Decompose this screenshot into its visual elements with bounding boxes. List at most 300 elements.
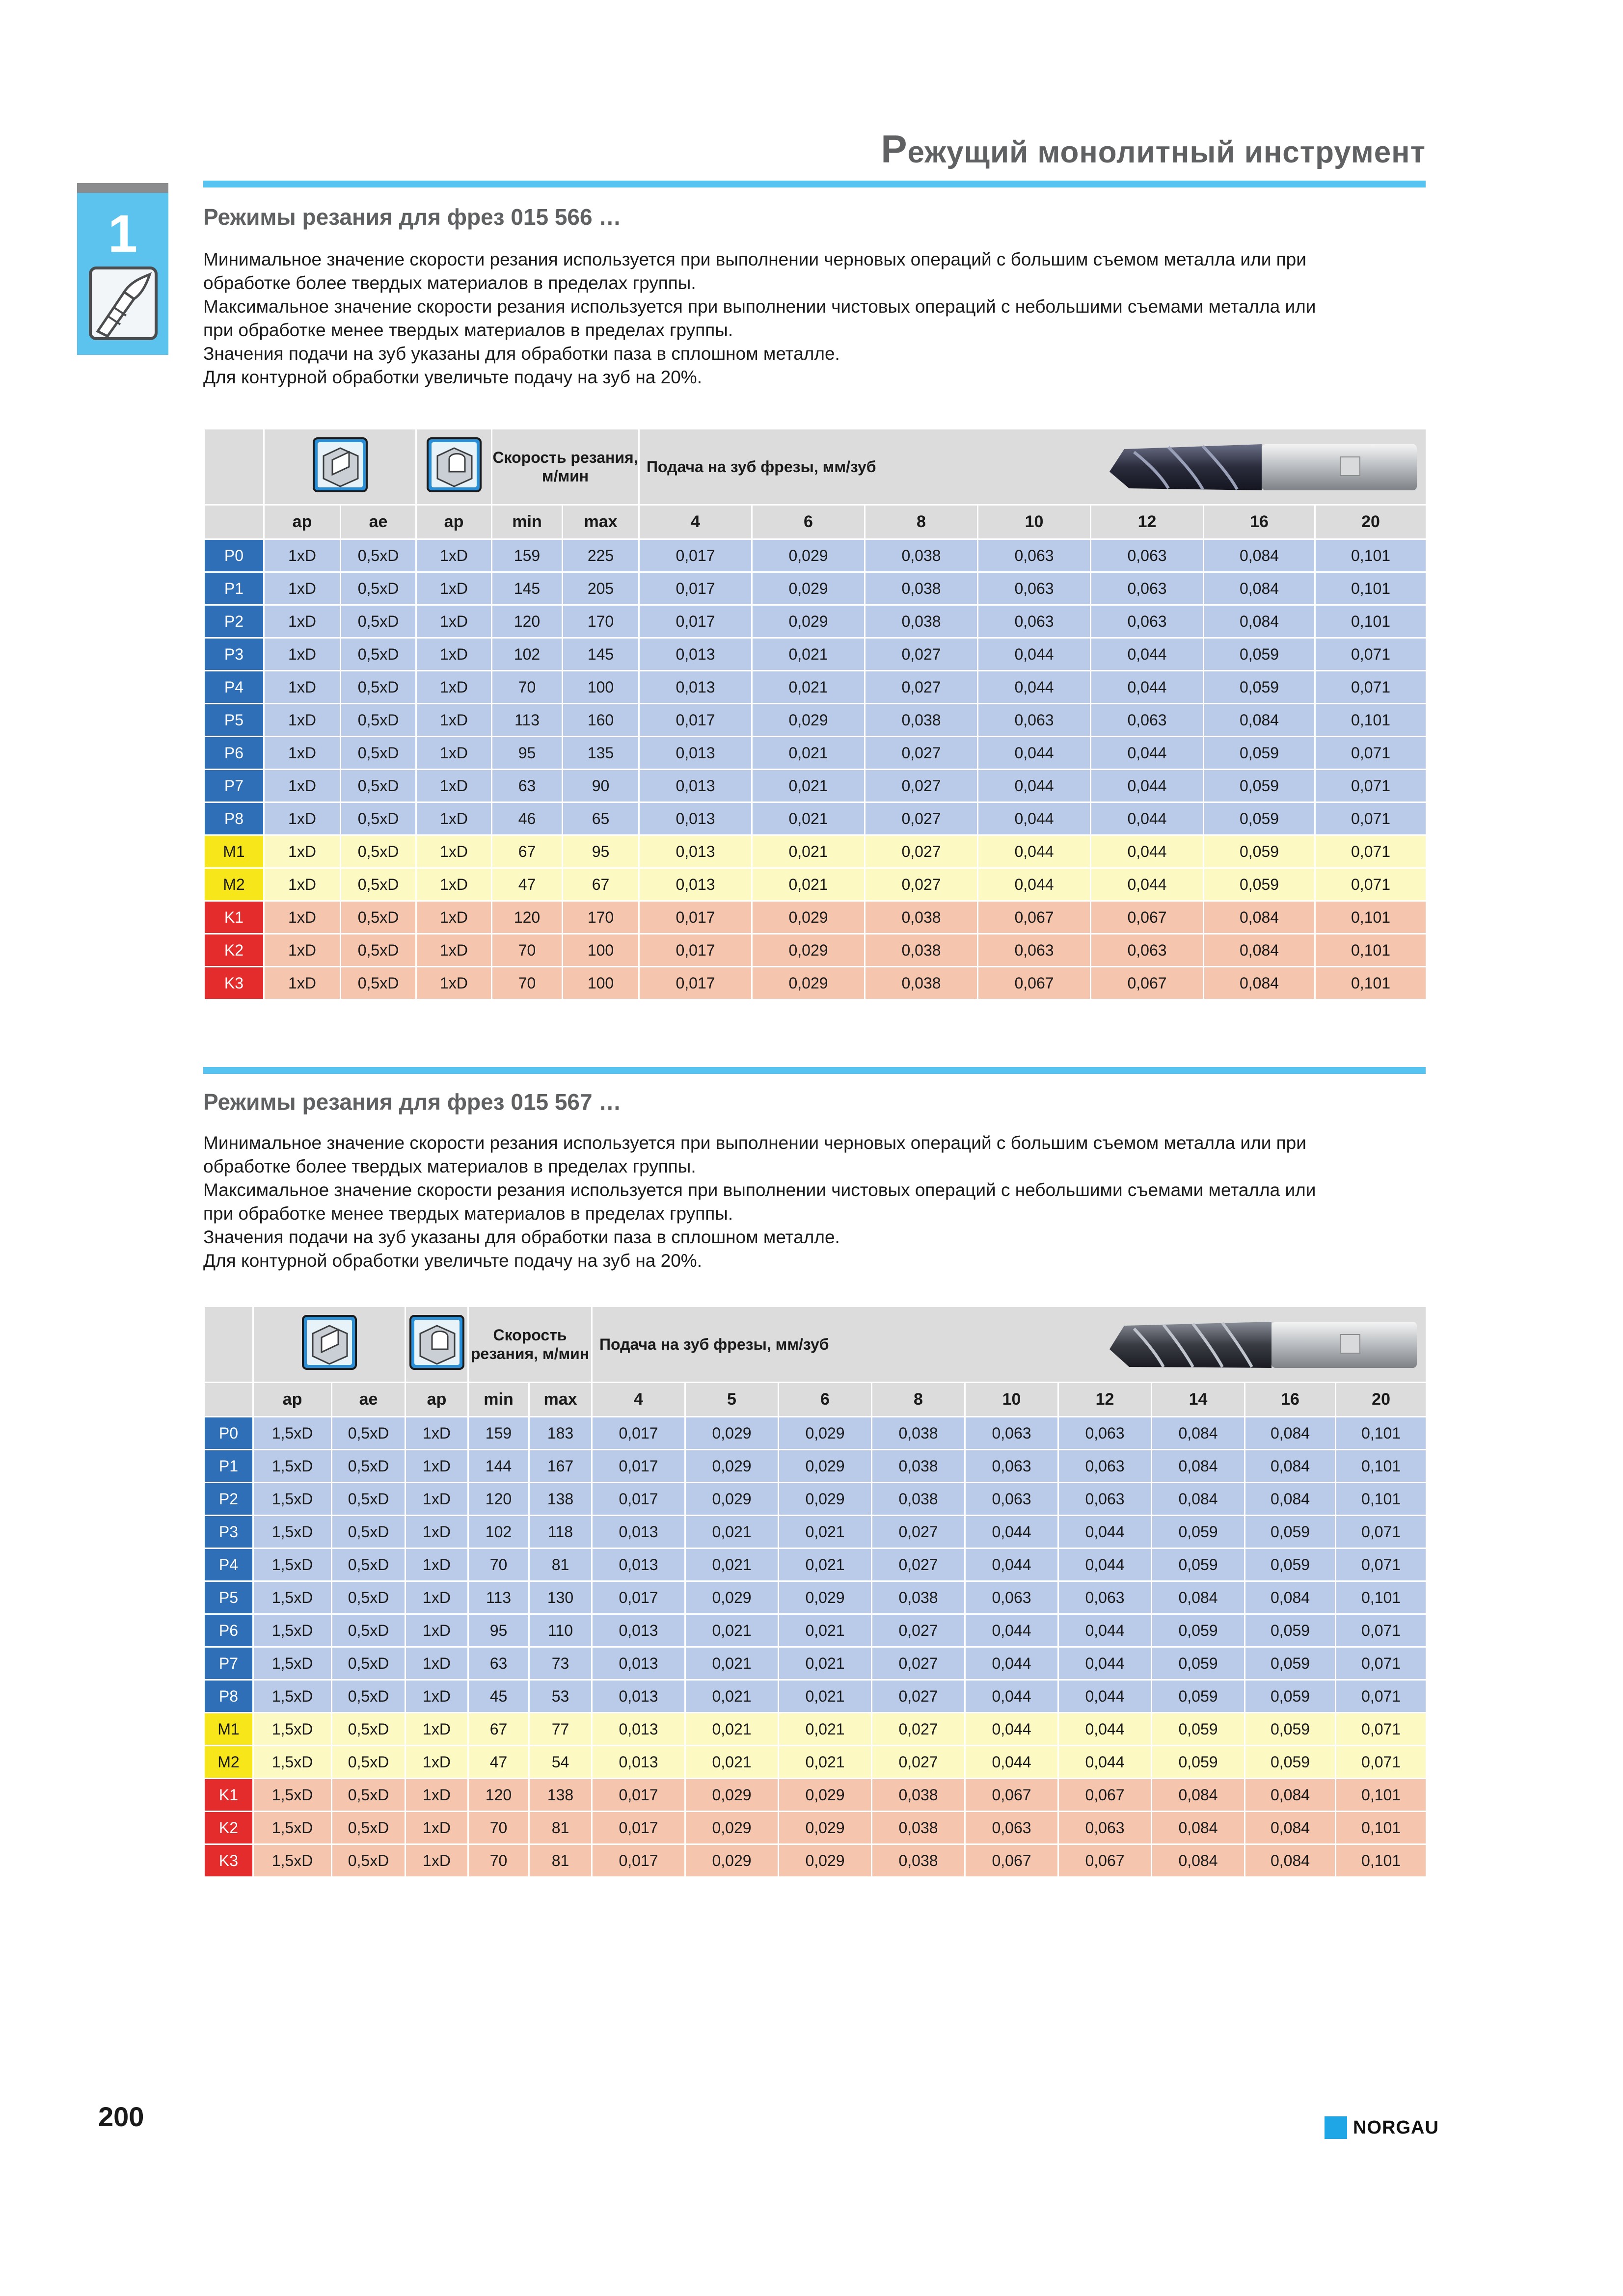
column-header: ae xyxy=(341,505,416,539)
table-cell: 0,044 xyxy=(965,1548,1058,1581)
table-cell: 0,071 xyxy=(1315,868,1427,901)
side-milling-icon-cell xyxy=(406,1307,468,1383)
section-title-1: Режимы резания для фрез 015 566 … xyxy=(203,204,622,230)
table-cell: 1xD xyxy=(406,1548,468,1581)
table-cell: 70 xyxy=(492,934,563,967)
table-row xyxy=(204,671,1427,704)
table-cell: 1xD xyxy=(264,572,341,605)
table-row xyxy=(204,1516,1427,1548)
table-row xyxy=(204,1713,1427,1746)
table-row xyxy=(204,638,1427,671)
table-cell: 0,013 xyxy=(592,1614,685,1647)
table-cell: 0,067 xyxy=(1058,1844,1152,1877)
section-title-2: Режимы резания для фрез 015 567 … xyxy=(203,1089,622,1115)
table-cell: 0,5xD xyxy=(332,1417,406,1450)
table-row xyxy=(204,1746,1427,1779)
table-cell: 0,038 xyxy=(865,934,978,967)
table-cell: 1xD xyxy=(416,671,492,704)
table-cell: 0,5xD xyxy=(332,1713,406,1746)
table-cell: 1xD xyxy=(416,638,492,671)
table-cell: 0,101 xyxy=(1336,1779,1427,1812)
column-header: ap xyxy=(264,505,341,539)
table-cell: 0,084 xyxy=(1204,934,1315,967)
table-cell: 0,059 xyxy=(1152,1614,1245,1647)
material-group-badge: K3 xyxy=(204,1844,253,1877)
table-cell: 0,059 xyxy=(1152,1746,1245,1779)
table-cell: 95 xyxy=(563,835,639,868)
table-cell: 1,5xD xyxy=(253,1812,332,1844)
table-cell: 0,063 xyxy=(978,605,1091,638)
table-cell: 159 xyxy=(468,1417,529,1450)
column-header: 20 xyxy=(1336,1383,1427,1417)
table-cell: 65 xyxy=(563,802,639,835)
table-cell: 0,067 xyxy=(1091,901,1204,934)
table-cell: 0,063 xyxy=(965,1581,1058,1614)
table-cell: 54 xyxy=(529,1746,592,1779)
table-cell: 225 xyxy=(563,539,639,572)
table-cell: 0,027 xyxy=(872,1647,965,1680)
table-cell: 1,5xD xyxy=(253,1844,332,1877)
brand-name: NORGAU xyxy=(1353,2117,1439,2138)
table-cell: 1xD xyxy=(406,1516,468,1548)
table-cell: 0,038 xyxy=(872,1483,965,1516)
table-cell: 0,063 xyxy=(965,1417,1058,1450)
table-cell: 1,5xD xyxy=(253,1450,332,1483)
table-cell: 0,029 xyxy=(779,1844,872,1877)
table-body-1 xyxy=(204,539,1427,1000)
table-cell: 0,084 xyxy=(1152,1483,1245,1516)
table-cell: 0,029 xyxy=(685,1812,779,1844)
table-cell: 159 xyxy=(492,539,563,572)
table-cell: 0,084 xyxy=(1152,1844,1245,1877)
table-cell: 0,021 xyxy=(752,671,865,704)
table-cell: 1xD xyxy=(416,704,492,737)
table-cell: 0,071 xyxy=(1336,1516,1427,1548)
table-cell: 0,021 xyxy=(685,1746,779,1779)
column-header: min xyxy=(492,505,563,539)
table-cell: 1xD xyxy=(264,868,341,901)
table-cell: 0,021 xyxy=(685,1614,779,1647)
table-row xyxy=(204,1581,1427,1614)
table-cell: 0,084 xyxy=(1152,1779,1245,1812)
table-cell: 0,029 xyxy=(752,572,865,605)
table-cell: 1xD xyxy=(416,802,492,835)
table-cell: 1xD xyxy=(416,737,492,770)
table-cell: 110 xyxy=(529,1614,592,1647)
table-cell: 0,021 xyxy=(752,802,865,835)
material-group-badge: P2 xyxy=(204,1483,253,1516)
table-cell: 0,5xD xyxy=(341,835,416,868)
table-cell: 63 xyxy=(468,1647,529,1680)
column-header: max xyxy=(529,1383,592,1417)
table-cell: 0,027 xyxy=(872,1516,965,1548)
table-cell: 0,101 xyxy=(1336,1417,1427,1450)
table-cell: 67 xyxy=(468,1713,529,1746)
table-cell: 1xD xyxy=(406,1614,468,1647)
chapter-number: 1 xyxy=(108,204,138,263)
table-cell: 0,071 xyxy=(1315,671,1427,704)
table-cell: 0,084 xyxy=(1245,1450,1336,1483)
table-cell: 0,021 xyxy=(752,868,865,901)
table-cell: 0,059 xyxy=(1204,868,1315,901)
table-cell: 0,5xD xyxy=(341,572,416,605)
table-cell: 0,059 xyxy=(1245,1647,1336,1680)
table-cell: 0,044 xyxy=(1058,1548,1152,1581)
material-group-badge: P2 xyxy=(204,605,264,638)
table-cell: 0,021 xyxy=(779,1746,872,1779)
table-cell: 113 xyxy=(468,1581,529,1614)
table-cell: 0,084 xyxy=(1245,1483,1336,1516)
side-milling-icon xyxy=(409,1315,464,1370)
column-header: 14 xyxy=(1152,1383,1245,1417)
table-cell: 0,101 xyxy=(1336,1844,1427,1877)
table-cell: 0,067 xyxy=(978,901,1091,934)
table-cell: 0,038 xyxy=(872,1450,965,1483)
material-group-badge: K2 xyxy=(204,934,264,967)
section-description-2: Минимальное значение скорости резания используется при выполнении черновых операций с большим съемом металла или при обработке более твердых материалов в пределах группы. Максимальное значение скорости резания используется при выполнении чистовых операций с небольшими съемами металла или при обработке менее твердых материалов в пределах группы. Значения подачи на зуб указаны для обработки паза в сплошном металле. Для контурной обработки увеличьте подачу на зуб на 20%. xyxy=(203,1133,1316,1271)
table-cell: 0,071 xyxy=(1336,1548,1427,1581)
table-cell: 0,013 xyxy=(592,1713,685,1746)
table-cell: 0,027 xyxy=(872,1746,965,1779)
table-cell: 100 xyxy=(563,671,639,704)
header-rule xyxy=(203,181,1426,187)
table-cell: 120 xyxy=(468,1483,529,1516)
drill-icon xyxy=(89,267,158,340)
table-cell: 0,044 xyxy=(1091,671,1204,704)
table-cell: 144 xyxy=(468,1450,529,1483)
table-cell: 0,044 xyxy=(1058,1516,1152,1548)
table-cell: 0,071 xyxy=(1315,835,1427,868)
table-row xyxy=(204,934,1427,967)
table-cell: 0,027 xyxy=(865,868,978,901)
column-header: ap xyxy=(416,505,492,539)
material-group-badge: P4 xyxy=(204,1548,253,1581)
table-cell: 0,017 xyxy=(639,572,752,605)
table-cell: 0,101 xyxy=(1315,539,1427,572)
material-group-badge: K2 xyxy=(204,1812,253,1844)
cutting-data-table-1 xyxy=(203,428,1426,1000)
table-row xyxy=(204,1483,1427,1516)
table-cell: 1xD xyxy=(416,539,492,572)
page-header-title: Режущий монолитный инструмент xyxy=(881,127,1426,171)
table-cell: 0,044 xyxy=(1058,1680,1152,1713)
table-cell: 0,101 xyxy=(1336,1450,1427,1483)
table-cell: 0,017 xyxy=(639,901,752,934)
table-cell: 0,027 xyxy=(872,1713,965,1746)
table-cell: 0,5xD xyxy=(332,1844,406,1877)
table-cell: 0,5xD xyxy=(341,770,416,802)
table-cell: 0,038 xyxy=(872,1581,965,1614)
table-cell: 0,044 xyxy=(1058,1647,1152,1680)
table-cell: 0,084 xyxy=(1245,1812,1336,1844)
table-row xyxy=(204,770,1427,802)
table-cell: 0,044 xyxy=(1091,770,1204,802)
table-cell: 0,059 xyxy=(1152,1548,1245,1581)
table-cell: 1,5xD xyxy=(253,1680,332,1713)
column-header: 12 xyxy=(1058,1383,1152,1417)
chapter-tab xyxy=(77,183,168,355)
table-cell: 0,029 xyxy=(752,539,865,572)
table-cell: 0,013 xyxy=(639,802,752,835)
material-group-badge: P1 xyxy=(204,572,264,605)
table-cell: 0,071 xyxy=(1336,1746,1427,1779)
table-cell: 120 xyxy=(492,605,563,638)
table-cell: 1xD xyxy=(264,737,341,770)
table-cell: 0,044 xyxy=(1058,1713,1152,1746)
table-cell: 0,059 xyxy=(1204,671,1315,704)
table-cell: 0,027 xyxy=(865,638,978,671)
table-cell: 0,084 xyxy=(1245,1417,1336,1450)
table-cell: 1xD xyxy=(406,1779,468,1812)
table-cell: 120 xyxy=(492,901,563,934)
table-cell: 170 xyxy=(563,605,639,638)
material-group-badge: P7 xyxy=(204,1647,253,1680)
table-cell: 0,101 xyxy=(1315,605,1427,638)
column-header: 4 xyxy=(592,1383,685,1417)
table-cell: 160 xyxy=(563,704,639,737)
table-cell: 0,059 xyxy=(1152,1647,1245,1680)
table-row xyxy=(204,1417,1427,1450)
table-body-2 xyxy=(204,1417,1427,1877)
table-cell: 81 xyxy=(529,1844,592,1877)
table-cell: 53 xyxy=(529,1680,592,1713)
material-group-badge: K1 xyxy=(204,901,264,934)
table-cell: 1,5xD xyxy=(253,1417,332,1450)
column-header: 16 xyxy=(1204,505,1315,539)
table-cell: 0,063 xyxy=(978,934,1091,967)
table-cell: 0,029 xyxy=(752,967,865,1000)
table-cell: 100 xyxy=(563,967,639,1000)
table-cell: 0,063 xyxy=(1058,1417,1152,1450)
table-row xyxy=(204,1548,1427,1581)
side-milling-icon xyxy=(427,437,482,492)
table-cell: 0,044 xyxy=(978,835,1091,868)
table-header-row xyxy=(204,429,1427,505)
table-cell: 0,017 xyxy=(592,1844,685,1877)
table-cell: 0,059 xyxy=(1204,835,1315,868)
table-row xyxy=(204,737,1427,770)
chapter-tab-band xyxy=(77,183,168,193)
table-cell: 0,021 xyxy=(685,1548,779,1581)
column-header: 4 xyxy=(639,505,752,539)
table-cell: 0,038 xyxy=(865,704,978,737)
column-header: 5 xyxy=(685,1383,779,1417)
table-cell: 0,029 xyxy=(752,901,865,934)
table-cell: 0,013 xyxy=(592,1746,685,1779)
table-cell: 0,029 xyxy=(752,704,865,737)
table-cell: 0,084 xyxy=(1204,605,1315,638)
table-cell: 1xD xyxy=(264,967,341,1000)
table-cell: 0,5xD xyxy=(332,1548,406,1581)
table-header-row xyxy=(204,1307,1427,1383)
feed-header: Подача на зуб фрезы, мм/зуб xyxy=(639,429,1427,505)
column-header: ap xyxy=(253,1383,332,1417)
table-row xyxy=(204,835,1427,868)
table-cell: 1xD xyxy=(416,770,492,802)
table-cell: 0,044 xyxy=(965,1614,1058,1647)
table-cell: 0,044 xyxy=(978,868,1091,901)
table-cell: 0,5xD xyxy=(341,539,416,572)
table-cell: 0,044 xyxy=(978,638,1091,671)
feed-header: Подача на зуб фрезы, мм/зуб xyxy=(592,1307,1427,1383)
table-cell: 0,021 xyxy=(685,1713,779,1746)
table-cell: 90 xyxy=(563,770,639,802)
table-cell: 0,021 xyxy=(752,835,865,868)
material-group-badge: P5 xyxy=(204,704,264,737)
material-group-badge: P6 xyxy=(204,1614,253,1647)
table-cell: 0,017 xyxy=(592,1450,685,1483)
table-cell: 0,044 xyxy=(978,802,1091,835)
table-row xyxy=(204,539,1427,572)
table-cell: 0,038 xyxy=(872,1844,965,1877)
table-cell: 0,017 xyxy=(639,704,752,737)
table-cell: 0,038 xyxy=(865,572,978,605)
material-group-badge: M1 xyxy=(204,835,264,868)
table-cell: 1xD xyxy=(264,539,341,572)
material-group-badge: P1 xyxy=(204,1450,253,1483)
table-cell: 0,044 xyxy=(978,770,1091,802)
table-cell: 0,021 xyxy=(685,1516,779,1548)
column-header: 8 xyxy=(872,1383,965,1417)
material-group-badge: P5 xyxy=(204,1581,253,1614)
table-cell: 0,044 xyxy=(965,1746,1058,1779)
table-cell: 0,5xD xyxy=(332,1516,406,1548)
table-cell: 0,084 xyxy=(1204,572,1315,605)
table-cell: 1xD xyxy=(416,901,492,934)
table-cell: 145 xyxy=(492,572,563,605)
slot-milling-icon xyxy=(302,1315,357,1370)
table-cell: 1,5xD xyxy=(253,1516,332,1548)
table-cell: 0,017 xyxy=(592,1812,685,1844)
table-cell: 1xD xyxy=(406,1483,468,1516)
table-cell: 0,101 xyxy=(1315,967,1427,1000)
table-cell: 95 xyxy=(492,737,563,770)
table-cell: 81 xyxy=(529,1812,592,1844)
table-cell: 0,021 xyxy=(779,1614,872,1647)
table-cell: 0,059 xyxy=(1204,802,1315,835)
end-mill-tool-image xyxy=(1095,437,1419,496)
table-cell: 170 xyxy=(563,901,639,934)
table-cell: 0,038 xyxy=(865,605,978,638)
table-cell: 0,021 xyxy=(779,1647,872,1680)
table-cell: 0,017 xyxy=(639,605,752,638)
table-cell: 0,017 xyxy=(592,1483,685,1516)
table-cell: 81 xyxy=(529,1548,592,1581)
table-cell: 0,027 xyxy=(872,1680,965,1713)
table-cell: 0,029 xyxy=(779,1581,872,1614)
table-cell: 67 xyxy=(492,835,563,868)
table-cell: 0,071 xyxy=(1336,1680,1427,1713)
table-cell: 0,013 xyxy=(592,1680,685,1713)
table-cell: 0,029 xyxy=(779,1450,872,1483)
table-cell: 67 xyxy=(563,868,639,901)
table-cell: 0,5xD xyxy=(341,638,416,671)
table-cell: 1xD xyxy=(264,671,341,704)
table-cell: 0,044 xyxy=(1091,868,1204,901)
table-cell: 0,013 xyxy=(639,737,752,770)
table-row xyxy=(204,572,1427,605)
table-cell: 0,027 xyxy=(865,835,978,868)
material-group-badge: P6 xyxy=(204,737,264,770)
table-cell: 0,5xD xyxy=(341,868,416,901)
slot-milling-icon xyxy=(313,437,368,492)
table-cell: 1xD xyxy=(406,1581,468,1614)
table-cell: 0,044 xyxy=(1058,1746,1152,1779)
table-row xyxy=(204,1450,1427,1483)
table-cell: 0,5xD xyxy=(341,934,416,967)
table-cell: 1xD xyxy=(416,967,492,1000)
table-cell: 0,013 xyxy=(592,1548,685,1581)
table-cell: 46 xyxy=(492,802,563,835)
table-cell: 1xD xyxy=(264,934,341,967)
table-cell: 0,029 xyxy=(685,1844,779,1877)
brand-square-icon xyxy=(1325,2116,1347,2139)
table-row xyxy=(204,1812,1427,1844)
table-cell: 0,027 xyxy=(872,1614,965,1647)
table-cell: 0,084 xyxy=(1204,704,1315,737)
table-cell: 0,071 xyxy=(1336,1614,1427,1647)
table-cell: 77 xyxy=(529,1713,592,1746)
table-cell: 0,029 xyxy=(685,1450,779,1483)
table-cell: 0,029 xyxy=(779,1812,872,1844)
table-cell: 0,059 xyxy=(1245,1614,1336,1647)
table-cell: 70 xyxy=(468,1812,529,1844)
table-cell: 0,063 xyxy=(1091,605,1204,638)
table-cell: 70 xyxy=(468,1844,529,1877)
table-cell: 1xD xyxy=(264,770,341,802)
material-group-badge: P0 xyxy=(204,1417,253,1450)
table-cell: 1xD xyxy=(406,1746,468,1779)
table-cell: 0,044 xyxy=(965,1680,1058,1713)
column-header: min xyxy=(468,1383,529,1417)
table-cell: 0,5xD xyxy=(341,802,416,835)
table-cell: 0,084 xyxy=(1204,539,1315,572)
table-cell: 0,101 xyxy=(1336,1812,1427,1844)
table-cell: 1xD xyxy=(406,1680,468,1713)
table-cell: 183 xyxy=(529,1417,592,1450)
table-cell: 100 xyxy=(563,934,639,967)
table-cell: 0,071 xyxy=(1315,802,1427,835)
table-row xyxy=(204,802,1427,835)
table-cell: 0,5xD xyxy=(341,671,416,704)
table-cell: 1xD xyxy=(416,835,492,868)
table-cell: 0,044 xyxy=(1091,638,1204,671)
table-cell: 70 xyxy=(468,1548,529,1581)
table-cell: 1xD xyxy=(416,605,492,638)
table-cell: 0,021 xyxy=(779,1713,872,1746)
table-cell: 1xD xyxy=(264,802,341,835)
table-cell: 0,063 xyxy=(1058,1581,1152,1614)
table-cell: 118 xyxy=(529,1516,592,1548)
table-cell: 138 xyxy=(529,1779,592,1812)
table-cell: 0,063 xyxy=(978,539,1091,572)
table-cell: 1xD xyxy=(264,835,341,868)
table-cell: 1xD xyxy=(406,1450,468,1483)
table-cell: 0,5xD xyxy=(332,1483,406,1516)
speed-header: Скорость резания, м/мин xyxy=(468,1307,592,1383)
table-cell: 0,5xD xyxy=(341,967,416,1000)
table-row xyxy=(204,1779,1427,1812)
table-cell: 0,071 xyxy=(1336,1713,1427,1746)
end-mill-tool-image xyxy=(1095,1315,1419,1374)
table-cell: 0,063 xyxy=(1091,572,1204,605)
table-cell: 0,038 xyxy=(872,1779,965,1812)
table-cell: 0,063 xyxy=(965,1483,1058,1516)
table-cell: 0,059 xyxy=(1204,770,1315,802)
table-cell: 0,101 xyxy=(1315,704,1427,737)
table-cell: 63 xyxy=(492,770,563,802)
table-cell: 1,5xD xyxy=(253,1746,332,1779)
